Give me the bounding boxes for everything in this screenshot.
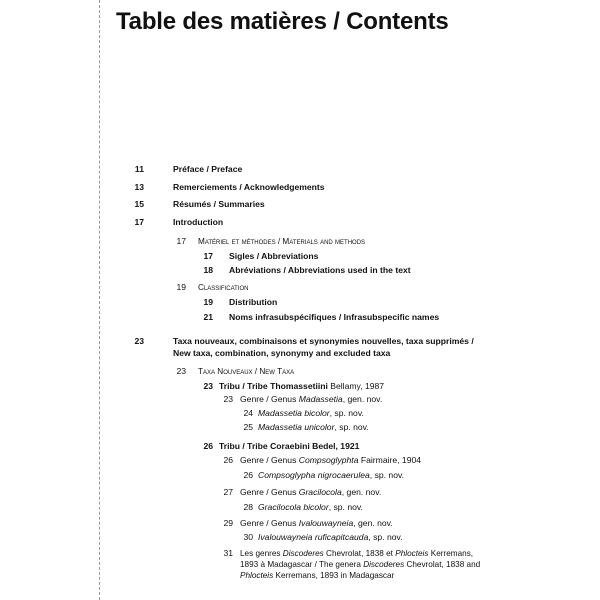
taxon-suffix: Fairmaire, 1904: [358, 455, 422, 465]
toc-page-number: 23: [223, 394, 233, 404]
taxon-suffix: , gen. nov.: [341, 487, 382, 497]
text-segment: Chevrolat, 1838 et: [323, 549, 396, 558]
toc-entry-summaries[interactable]: Résumés / Summaries: [173, 199, 265, 209]
toc-entry-distribution[interactable]: Distribution: [229, 297, 278, 307]
toc-page-number: 29: [223, 518, 233, 528]
toc-entry-tribe-thomassetiini[interactable]: [219, 381, 384, 392]
toc-entry-species-madassetia-bicolor[interactable]: [258, 408, 364, 419]
toc-entry-genera-discoderes-line1[interactable]: [240, 548, 473, 559]
toc-entry-species-madassetia-unicolor[interactable]: [258, 422, 369, 433]
toc-entry-genus-ivalouwayneia[interactable]: [240, 518, 393, 529]
taxon-name: Gracilocola bicolor: [258, 502, 329, 512]
toc-page-number: 17: [134, 217, 144, 227]
text-segment: Les genres: [240, 549, 283, 558]
toc-entry-new-taxa[interactable]: Taxa Nouveaux / New Taxa: [198, 367, 295, 376]
entry-prefix: Genre / Genus: [240, 518, 299, 528]
text-segment: 1893 à Madagascar / The genera: [240, 560, 364, 569]
toc-page-number: 23: [176, 366, 186, 376]
taxon-name: Compsoglyphta: [298, 455, 359, 465]
toc-page-number: 11: [134, 164, 144, 174]
toc-page-number: 26: [203, 441, 213, 451]
toc-entry-genus-madassetia[interactable]: [240, 394, 382, 405]
taxon-name: Discoderes: [282, 549, 324, 558]
toc-entry-introduction[interactable]: Introduction: [173, 217, 224, 227]
taxon-suffix: , sp. nov.: [368, 532, 403, 542]
toc-page-number: 28: [243, 502, 253, 512]
taxon-name: Compsoglypha nigrocaerulea: [258, 470, 370, 480]
taxon-name: Discoderes: [363, 560, 405, 569]
toc-page-number: 30: [243, 532, 253, 542]
toc-page-number: 23: [203, 381, 213, 391]
toc-page-number: 17: [176, 236, 186, 246]
text-segment: Kerremans, 1893 in Madagascar: [273, 571, 395, 580]
toc-entry-taxa-line1[interactable]: Taxa nouveaux, combinaisons et synonymies nouvelles, taxa supprimés /: [173, 336, 474, 346]
toc-page-number: 18: [203, 265, 213, 275]
toc-entry-tribe-coraebini[interactable]: [219, 441, 359, 452]
toc-entry-species-gracilocola-bicolor[interactable]: [258, 502, 363, 513]
taxon-author: Bedel, 1921: [309, 441, 360, 451]
toc-page-number: 25: [243, 422, 253, 432]
toc-entry-materials[interactable]: Matériel et méthodes / Materials and methods: [198, 237, 366, 246]
toc-page-number: 27: [223, 487, 233, 497]
toc-entry-genera-discoderes-line3[interactable]: [240, 570, 394, 581]
entry-prefix: Genre / Genus: [240, 455, 299, 465]
taxon-name: Phlocteis: [240, 571, 274, 580]
toc-entry-taxa-line2[interactable]: New taxa, combination, synonymy and excluded taxa: [173, 348, 391, 358]
entry-prefix: Tribu / Tribe: [219, 441, 271, 451]
toc-entry-genus-gracilocola[interactable]: [240, 487, 381, 498]
taxon-name: Madassetia: [298, 394, 343, 404]
toc-page-number: 17: [203, 251, 213, 261]
text-segment: Chevrolat, 1838 and: [404, 560, 481, 569]
taxon-name: Ivalouwayneia: [298, 518, 354, 528]
taxon-name: Madassetia unicolor: [258, 422, 335, 432]
taxon-author: Bellamy, 1987: [327, 381, 385, 391]
toc-entry-abbreviations-text[interactable]: Abréviations / Abbreviations used in the text: [229, 265, 411, 275]
toc-entry-species-compsoglypha-nigrocaerulea[interactable]: [258, 470, 404, 481]
taxon-suffix: , gen. nov.: [353, 518, 393, 528]
toc-page-number: 31: [223, 548, 233, 558]
taxon-suffix: , gen. nov.: [342, 394, 383, 404]
toc-entry-acknowledgements[interactable]: Remerciements / Acknowledgements: [173, 182, 325, 192]
taxon-name: Ivalouwayneia ruficapitcauda: [258, 532, 369, 542]
taxon-name: Coraebini: [270, 441, 310, 451]
toc-page-number: 26: [223, 455, 233, 465]
taxon-suffix: , sp. nov.: [329, 408, 364, 418]
toc-page-number: 21: [203, 312, 213, 322]
taxon-suffix: , sp. nov.: [369, 470, 405, 480]
toc-entry-species-ivalouwayneia-ruficapitcauda[interactable]: [258, 532, 403, 543]
entry-prefix: Genre / Genus: [240, 487, 299, 497]
toc-entry-genus-compsoglyphta[interactable]: [240, 455, 421, 466]
taxon-name: Madassetia bicolor: [258, 408, 330, 418]
taxon-name: Gracilocola: [298, 487, 342, 497]
toc-page-number: 15: [134, 199, 144, 209]
entry-prefix: Genre / Genus: [240, 394, 299, 404]
text-segment: Kerremans,: [428, 549, 474, 558]
toc-entry-preface[interactable]: Préface / Preface: [173, 164, 243, 174]
taxon-name: Phlocteis: [395, 549, 429, 558]
taxon-suffix: , sp. nov.: [334, 422, 369, 432]
margin-rule: [99, 0, 100, 600]
toc-page-number: 24: [243, 408, 253, 418]
toc-page-number: 13: [134, 182, 144, 192]
page-title: Table des matières / Contents: [116, 8, 449, 35]
toc-entry-abbreviations[interactable]: Sigles / Abbreviations: [229, 251, 319, 261]
toc-page-number: 26: [243, 470, 253, 480]
toc-page-number: 19: [203, 297, 213, 307]
toc-entry-genera-discoderes-line2[interactable]: [240, 559, 480, 570]
toc-page-number: 19: [176, 282, 186, 292]
toc-entry-classification[interactable]: Classification: [198, 283, 249, 292]
taxon-name: Thomassetiini: [270, 381, 328, 391]
toc-page-number: 23: [134, 336, 144, 346]
toc-entry-infrasubspecific[interactable]: Noms infrasubspécifiques / Infrasubspecific names: [229, 312, 440, 322]
taxon-suffix: , sp. nov.: [328, 502, 363, 512]
entry-prefix: Tribu / Tribe: [219, 381, 271, 391]
